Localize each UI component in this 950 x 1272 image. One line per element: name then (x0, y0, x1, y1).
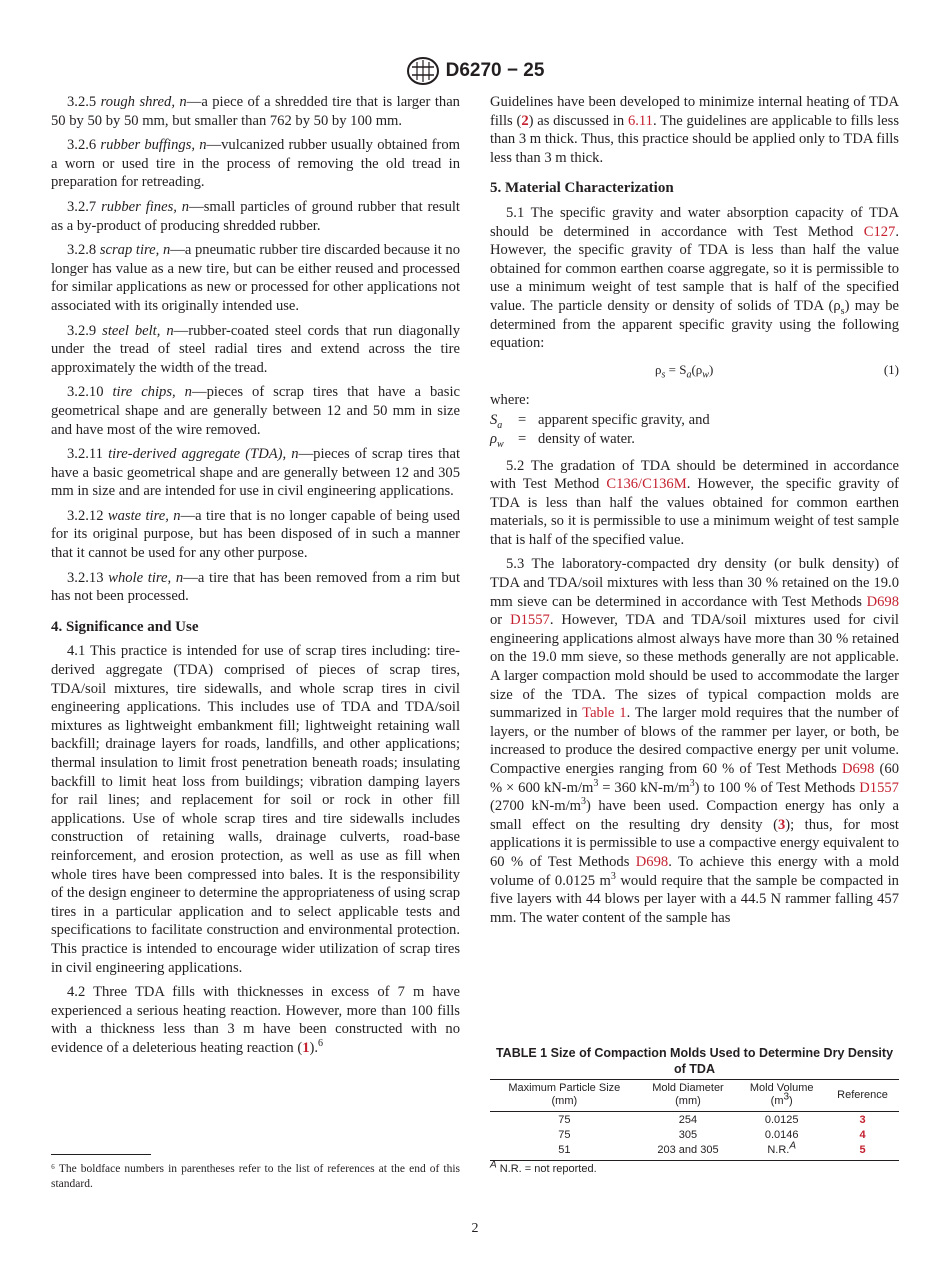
compaction-molds-table (490, 1079, 899, 1161)
definition-sa: $S_a$ = apparent specific gravity, and (490, 412, 710, 432)
definition-3-2-10: 3.2.10 tire chips, n—pieces of scrap tires that have a basic geometrical shape and are generally between 12 and 50 mm in size and have most of the wire removed. (51, 384, 460, 438)
definition-3-2-5: 3.2.5 rough shred, n—a piece of a shredded tire that is larger than 50 by 50 by 50 mm, but smaller than 762 by 50 by 100 mm. (51, 94, 460, 129)
page-number: 2 (471, 1221, 479, 1236)
link-d1557[interactable]: D1557 (510, 612, 550, 629)
column-header-reference: Reference (826, 1080, 899, 1112)
section-5-3: 5.3 The laboratory-compacted dry density (or bulk density) of TDA and TDA/soil mixtures with less than 30 % retained on the 19.0 mm sieve can be determined in accordance with Test Methods D698 or D1557. However, TDA and TDA/soil mixtures used for civil engineering applications almost always have more than 30 % retained on the 19.0 mm sieve, so these methods generally are not applicable. A larger compaction mold should be used to accommodate the larger size of the TDA. The sizes of typical compaction molds are summarized in Table 1. The larger mold requires that the number of layers, or the number of blows of the rammer per layer, or both, be increased to produce the desired compactive energy per unit volume. Compactive energies ranging from 60 % of Test Methods D698 (60 % × 600 $kN-m/m^3 = 360$ $kN-m/m^3$) to 100 % of Test Methods D1557 (2700 $kN-m/m^3$) have been used. Compaction energy has only a small effect on the resulting dry density (3); thus, for most applications it is permissible to use a compactive energy equivalent to 60 % of Test Methods D698. To achieve this energy with a mold volume of 0.0125 $m^3$ would require that the sample be compacted in five layers with 44 blows per layer with a 44.5 N rammer falling 457 mm. The water content of the sample has (490, 556, 899, 926)
link-c136[interactable]: C136/C136M (606, 476, 687, 493)
definition-3-2-13: 3.2.13 whole tire, n—a tire that has been removed from a rim but has not been processed. (51, 569, 461, 605)
section-4-2: 4.2 Three TDA fills with thicknesses in excess of 7 m have experienced a serious heating reaction. However, more than 100 fills with a thickness less than 3 m have been constructed with no evidence of a deleterious heating reaction (1).$^6$ (51, 984, 460, 1056)
link-d698[interactable]: D698 (841, 761, 875, 777)
where-label: where: (490, 391, 530, 408)
page-header (0, 56, 950, 86)
table-row: 51 203 and 305 N.R.$^A$ 5 (490, 1142, 899, 1161)
right-column (490, 93, 899, 933)
footnote-rule (51, 1154, 151, 1155)
column-header-mold-volume: Mold Volume $(m^3)$ (737, 1080, 826, 1112)
reference-link-4[interactable]: 4 (859, 1129, 866, 1141)
column-header-particle-size: Maximum Particle Size (mm) (490, 1080, 639, 1112)
definition-3-2-12: 3.2.12 waste tire, n—a tire that is no longer capable of being used for its original purpose, but has been disposed of in such a manner that it cannot be used for any other purpose. (51, 507, 460, 562)
section-5-1: 5.1 The specific gravity and water absorption capacity of TDA should be determined in accordance with Test Method C127. However, the specific gravity of TDA is less than half the value obtained for common earthen coarse aggregate, so it is permissible to use a minimum weight of test sample that is half of the specified value. The particle density or density of solids of TDA $(\rho_s)$ may be determined from the apparent specific gravity using the following equation: (490, 204, 900, 352)
section-5-heading: 5. Material Characterization (490, 180, 674, 197)
definition-3-2-6: 3.2.6 rubber buffings, n—vulcanized rubber usually obtained from a worn or used tire in the process of removing the old tread in preparation for retreading. (51, 137, 461, 191)
table-1-title: TABLE 1 Size of Compaction Molds Used to Determine Dry Density of TDA (495, 1046, 894, 1076)
link-d1557[interactable]: D1557 (859, 779, 899, 796)
reference-link-2[interactable]: 2 (521, 112, 529, 129)
definition-3-2-8: 3.2.8 scrap tire, n—a pneumatic rubber tire discarded because it no longer has value as a new tire, but can be either reused and processed for similar applications as new or processed for other applications not associated with its originally intended use. (51, 242, 460, 314)
table-row: 75 254 0.0125 3 (558, 1114, 866, 1126)
link-table-1[interactable]: Table 1 (582, 705, 627, 722)
equation-1: $\rho_s = S_a(\rho_w)$ (1) (655, 361, 899, 381)
section-4-1: 4.1 This practice is intended for use of scrap tires including: tire-derived aggregate (TDA) comprised of pieces of scrap tires, TDA/soil mixtures, tire sidewalls, and whole scrap tires in civil engineering applications. This includes use of TDA and TDA/soil mixtures as lightweight embankment fill; lightweight retaining wall backfill; drainage layers for roads, landfills, and other applications; thermal insulation to limit frost penetration beneath roads; insulating backfill to limit heat loss from buildings; vibration damping layers for rail lines; and replacement for soil or rock in other fill applications. Use of whole scrap tires and tire sidewalls includes construction of retaining walls, drainage culverts, road-base reinforcement, and erosion protection, as well as use as fill when whole tires have been compressed into bales. It is the responsibility of the design engineer to determine the appropriateness of using scrap tires in a particular application and to select applicable tests and specifications to facilitate construction and environmental protection. This practice is intended to encourage wider utilization of scrap tires in civil engineering applications. (51, 643, 460, 976)
table-row: 75 305 0.0146 4 (558, 1129, 866, 1141)
definition-3-2-9: 3.2.9 steel belt, n—rubber-coated steel cords that run diagonally under the tread of steel radial tires and extend across the tire approximately the width of the tread. (51, 322, 460, 376)
definition-3-2-7: 3.2.7 rubber fines, n—small particles of ground rubber that result as a by-product of producing shredded rubber. (51, 198, 460, 234)
reference-link-1[interactable]: 1 (302, 1039, 310, 1056)
table-note: $^A$ N.R. = not reported. (490, 1159, 597, 1175)
reference-link-3[interactable]: 3 (777, 816, 786, 833)
section-link-6-11[interactable]: 6.11 (627, 112, 653, 129)
footnote-6: ⁶ The boldface numbers in parentheses refer to the list of references at the end of this standard. (51, 1163, 460, 1190)
reference-link-3[interactable]: 3 (859, 1114, 866, 1126)
definition-3-2-11: 3.2.11 tire-derived aggregate (TDA), n—pieces of scrap tires that have a basic geometrical shape and are generally between 12 and 305 mm in size and are intended for use in civil engineering applications. (51, 446, 460, 500)
section-4-heading: 4. Significance and Use (51, 618, 199, 635)
definition-rho-w: $\rho_w$ = density of water. (490, 430, 635, 450)
reference-link-5[interactable]: 5 (859, 1144, 866, 1156)
column-header-mold-diameter: Mold Diameter (mm) (639, 1080, 738, 1112)
equation-number: (1) (883, 361, 899, 377)
section-4-2-continued: Guidelines have been developed to minimize internal heating of TDA fills (2) as discussed in 6.11. The guidelines are applicable to fills less than 3 m thick. Thus, this practice should be applied only to TDA fills less than 3 m thick. (490, 94, 900, 166)
link-c127[interactable]: C127 (863, 223, 896, 240)
section-5-2: 5.2 The gradation of TDA should be determined in accordance with Test Method C136/C136M. However, the specific gravity of TDA is less than half the values obtained for common earthen materials, so it is permissible to use a minimum weight of test sample that is half of the specified value. (490, 457, 899, 548)
link-d698[interactable]: D698 (866, 593, 899, 610)
footnote-marker[interactable]: 6 (318, 1038, 324, 1050)
astm-logo-icon (406, 56, 440, 86)
link-d698[interactable]: D698 (635, 853, 669, 870)
standard-designation: D6270 − 25 (445, 60, 545, 81)
left-column (51, 93, 460, 1064)
